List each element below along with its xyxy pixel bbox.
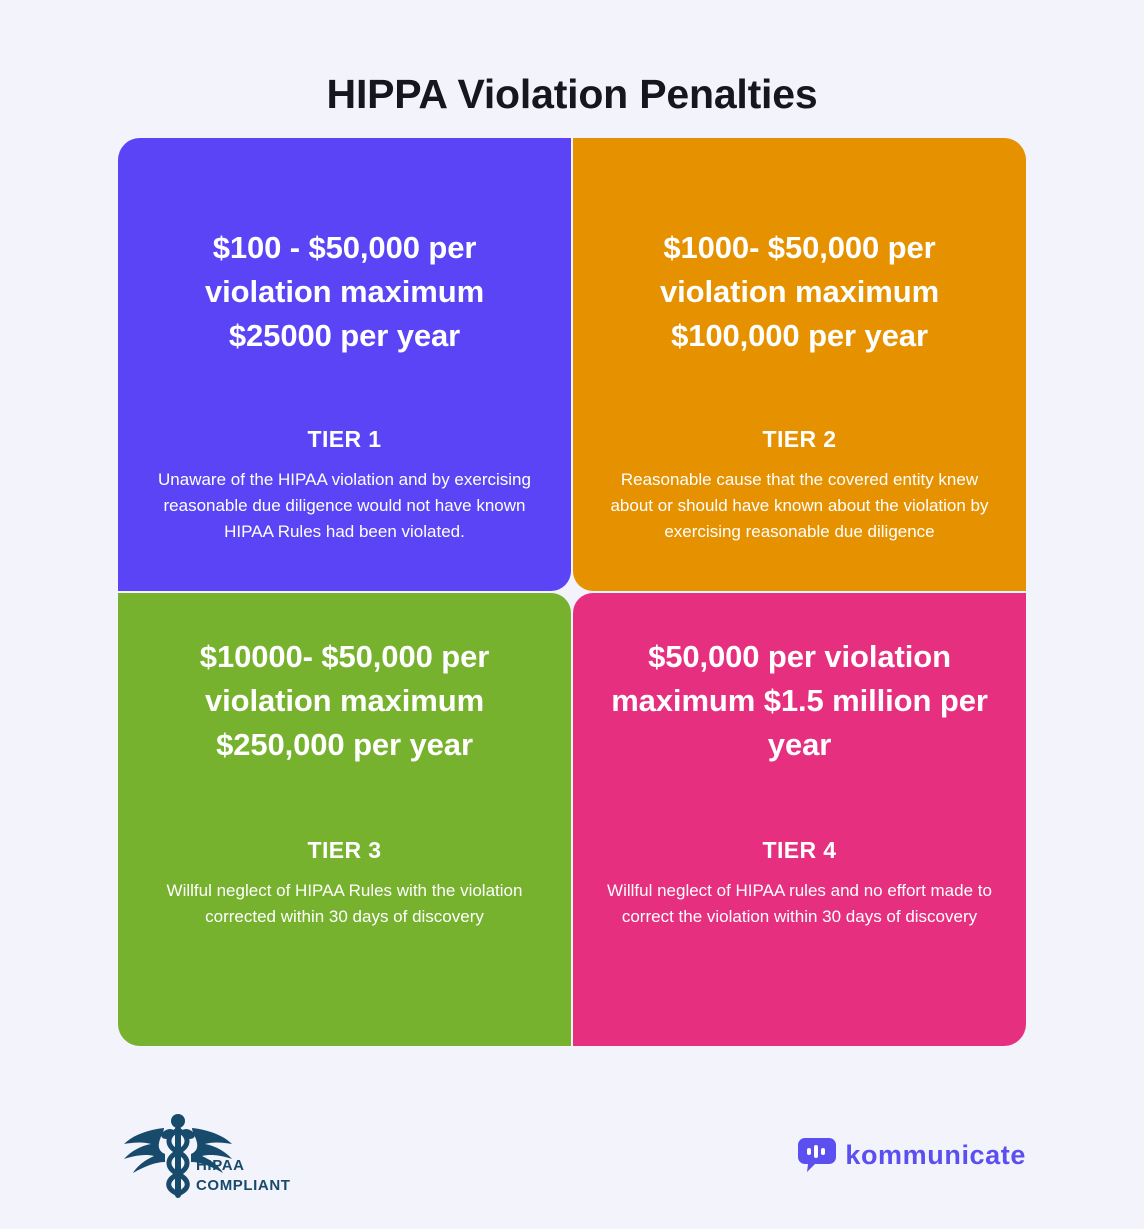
tier-3-amount: $10000- $50,000 per violation maximum $250,000 per year bbox=[199, 639, 490, 763]
tier-2-amount: $1000- $50,000 per violation maximum $100,000 per year bbox=[659, 230, 940, 354]
tier-4-amount: $50,000 per violation maximum $1.5 million per year bbox=[611, 639, 988, 763]
page-title: HIPPA Violation Penalties bbox=[326, 71, 818, 118]
tier-1-label: TIER 1 bbox=[307, 426, 382, 453]
tier-card-2[interactable] bbox=[573, 138, 1026, 591]
tier-2-label: TIER 2 bbox=[762, 426, 837, 453]
kommunicate-wordmark: kommunicate bbox=[845, 1139, 1026, 1170]
tier-card-4[interactable] bbox=[573, 593, 1026, 1046]
hipaa-badge-line1: HIPAA bbox=[196, 1157, 245, 1174]
hipaa-badge-text bbox=[196, 1156, 291, 1197]
hipaa-compliant-badge bbox=[118, 1104, 338, 1204]
kommunicate-logo[interactable] bbox=[798, 1138, 1026, 1172]
tier-1-amount: $100 - $50,000 per violation maximum $25000 per year bbox=[204, 230, 485, 354]
tier-card-3[interactable] bbox=[118, 593, 571, 1046]
tier-card-1[interactable] bbox=[118, 138, 571, 591]
chat-bubble-icon bbox=[798, 1138, 836, 1172]
tier-4-description: Willful neglect of HIPAA rules and no effort made to correct the violation within 30 days of discovery bbox=[607, 881, 992, 927]
tier-1-description: Unaware of the HIPAA violation and by exercising reasonable due diligence would not have known HIPAA Rules had been violated. bbox=[158, 470, 531, 542]
tier-2-description: Reasonable cause that the covered entity knew about or should have known about the violation by exercising reasonable due diligence bbox=[610, 470, 989, 542]
tier-4-label: TIER 4 bbox=[762, 837, 837, 864]
tier-3-description: Willful neglect of HIPAA Rules with the violation corrected within 30 days of discovery bbox=[166, 881, 523, 927]
footer bbox=[0, 1090, 1144, 1210]
tier-3-label: TIER 3 bbox=[307, 837, 382, 864]
tier-grid bbox=[118, 138, 1026, 1046]
hipaa-badge-line2: COMPLIANT bbox=[196, 1177, 291, 1195]
